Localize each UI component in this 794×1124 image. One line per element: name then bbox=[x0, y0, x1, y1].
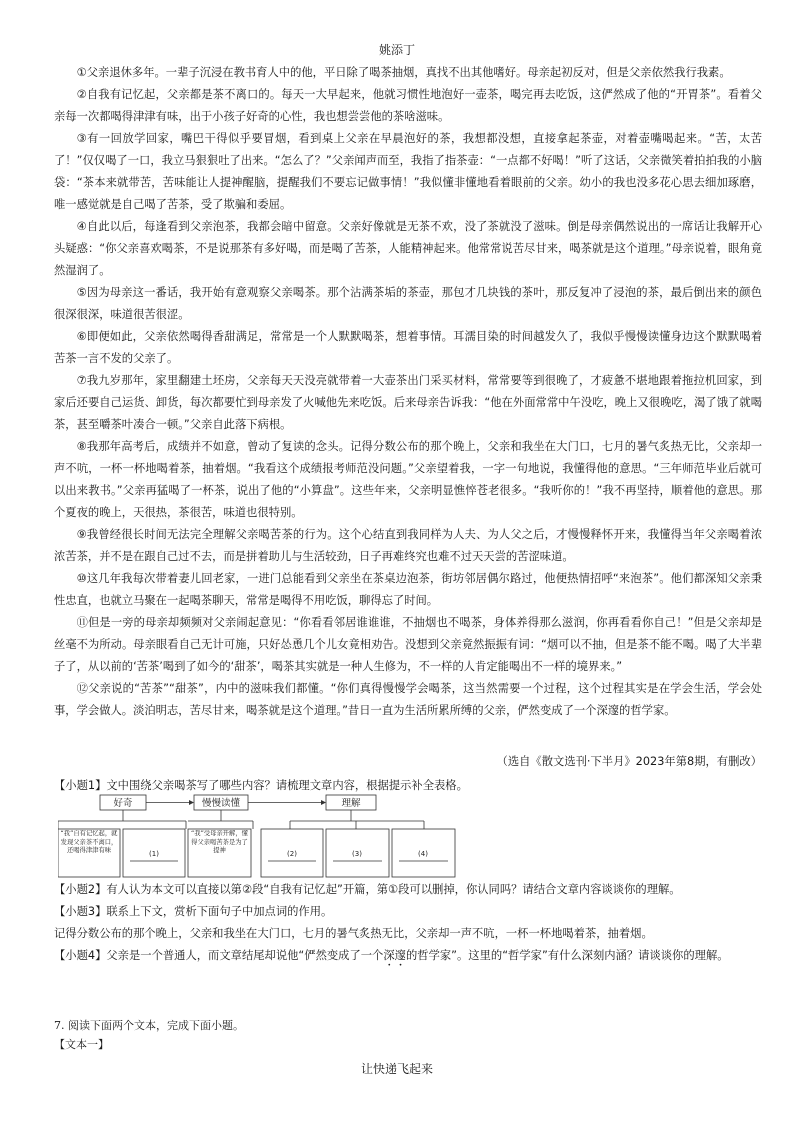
label-understand-slowly: 慢慢读懂 bbox=[201, 798, 241, 809]
paragraph-5: ⑤因为母亲这一番话，我开始有意观察父亲喝茶。那个沾满茶垢的茶壶，那包才几块钱的茶叶，那反复冲了浸泡的茶，最后倒出来的颜色很深很深，味道很苦很涩。 bbox=[54, 286, 762, 321]
question-2-to-4 bbox=[54, 879, 774, 969]
blank-4-label: (4) bbox=[418, 850, 428, 858]
paragraph-4: ④自此以后，每逢看到父亲泡茶，我都会暗中留意。父亲好像就是无茶不欢，没了茶就没了滋味。倒是母亲偶然说出的一席话让我解开心头疑惑：“你父亲喜欢喝茶，不是说那茶有多好喝，而是喝了苦茶，人能精神起来。他常常说苦尽甘来，喝茶就是这个道理。”母亲说着，眼角竟然湿润了。 bbox=[54, 220, 762, 277]
next-article-title: 让快递飞起来 bbox=[360, 1062, 433, 1076]
paragraph-8: ⑧我那年高考后，成绩并不如意，曾动了复读的念头。记得分数公布的那个晚上，父亲和我坐在大门口，七月的暑气炙热无比，父亲却一声不吭，一杯一杯地喝着茶，抽着烟。“我看这个成绩报考师范没问题。”父亲望着我，一字一句地说，我懂得他的意思。“三年师范毕业后就可以出来教书。”父亲再猛喝了一杯茶，说出了他的“小算盘”。这些年来，父亲明显憔悴苍老很多。“我听你的！”我不再坚持，顺着他的意思。那个夏夜的晚上，天很热，茶很苦，味道也很特别。 bbox=[54, 440, 762, 519]
paragraph-9: ⑨我曾经很长时间无法完全理解父亲喝苦茶的行为。这个心结直到我同样为人夫、为人父之后，才慢慢释怀开来，我懂得当年父亲喝着浓浓苦茶，并不是在跟自己过不去，而是拼着助儿与生活较劲，日子再难终究也难不过天天尝的苦涩味道。 bbox=[54, 528, 762, 563]
question-3-sentence: 记得分数公布的那个晚上，父亲和我坐在大门口，七月的暑气炙热无比，父亲却一声不吭，一杯一杯地喝着茶，抽着烟。 bbox=[54, 927, 653, 940]
flow-diagram bbox=[58, 793, 698, 878]
dotted-word: 深邃 bbox=[383, 949, 406, 962]
label-understand: 理解 bbox=[341, 798, 361, 809]
paragraph-1: ①父亲退休多年。一辈子沉浸在教书育人中的他，平日除了喝茶抽烟，真找不出其他嗜好。母亲起初反对，但是父亲依然我行我素。 bbox=[76, 66, 731, 79]
paragraph-12: ⑫父亲说的“苦茶”“甜茶”，内中的滋味我们都懂。“你们真得慢慢学会喝茶，这当然需要一个过程，这个过程其实是在学会生活，学会处事，学会做人。淡泊明志，苦尽甘来，喝茶就是这个道理。”昔日一直为生活所累所缚的父亲，俨然变成了一个深邃的哲学家。 bbox=[54, 682, 762, 717]
question-3-text: 【小题3】联系上下文，赏析下面句子中加点词的作用。 bbox=[54, 905, 333, 918]
paragraph-6: ⑥即便如此，父亲依然喝得香甜满足，常常是一个人默默喝茶，想着事情。耳濡目染的时间越发久了，我似乎慢慢读懂身边这个默默喝着苦茶一言不发的父亲了。 bbox=[54, 330, 762, 365]
paragraph-7: ⑦我九岁那年，家里翻建土坯房，父亲每天天没亮就带着一大壶茶出门采买材料，常常要等到很晚了，才疲惫不堪地跟着拖拉机回家，到家后还要自己运货、卸货，每次都要忙到母亲发了火喊他先来吃饭。后来母亲告诉我：“他在外面常常中午没吃，晚上又很晚吃，渴了饿了就喝茶，甚至嚼茶叶凑合一顿。”父亲自此落下病根。 bbox=[54, 374, 762, 431]
question-2-text: 【小题2】有人认为本文可以直接以第②段“自我有记忆起”开篇，第①段可以删掉，你认同吗？请结合文章内容谈谈你的理解。 bbox=[54, 883, 681, 896]
article-author: 姚添丁 bbox=[378, 43, 415, 57]
box-curious-text: “我”自有记忆起，就发现父亲茶不离口，还喝得津津有味 bbox=[60, 830, 118, 855]
label-curious: 好奇 bbox=[113, 798, 133, 809]
question-4-text: 【小题4】父亲是一个普通人，而文章结尾却说他“俨然变成了一个深邃的哲学家”。这里的“哲学家”有什么深刻内涵？请谈谈你的理解。 bbox=[54, 949, 729, 962]
article-body bbox=[54, 62, 762, 722]
paragraph-2: ②自我有记忆起，父亲都是茶不离口的。每天一大早起来，他就习惯性地泡好一壶茶，喝完再去吃饭，这俨然成了他的“开胃茶”。看着父亲每一次都喝得津津有味，出于小孩子好奇的心性，我也想尝尝他的茶啥滋味。 bbox=[54, 88, 762, 123]
arrow-head-1 bbox=[189, 800, 194, 805]
blank-2-label: (2) bbox=[287, 850, 297, 858]
box-mother-text: “我”受母亲开解，懂得父亲喝苦茶是为了提神 bbox=[191, 830, 248, 855]
article-source: （选自《散文选刊·下半月》2023年第8期，有删改） bbox=[496, 755, 762, 768]
blank-3-label: (3) bbox=[352, 850, 362, 858]
question-1-text: 【小题1】文中围绕父亲喝茶写了哪些内容？请梳理文章内容，根据提示补全表格。 bbox=[54, 779, 468, 792]
blank-1-label: (1) bbox=[149, 850, 159, 858]
paragraph-3: ③有一回放学回家，嘴巴干得似乎要冒烟，看到桌上父亲在早晨泡好的茶，我想都没想，直接拿起茶壶，对着壶嘴喝起来。“苦，太苦了！”仅仅喝了一口，我立马狠狠吐了出来。“怎么了？”父亲闻声而至，我指了指茶壶：“一点都不好喝！”听了这话，父亲微笑着拍拍我的小脑袋：“茶本来就带苦，苦味能让人提神醒脑，提醒我们不要忘记做事情！”我似懂非懂地看着眼前的父亲。幼小的我也没多花心思去细加琢磨，唯一感觉就是自己喝了苦茶，受了欺骗和委屈。 bbox=[54, 132, 762, 211]
text-1-label: 【文本一】 bbox=[54, 1038, 109, 1051]
arrow-head-2 bbox=[321, 800, 326, 805]
section-7-heading: 7. 阅读下面两个文本，完成下面小题。 bbox=[54, 1019, 244, 1032]
paragraph-11: ⑪但是一旁的母亲却频频对父亲闹起意见：“你看看邻居谁谁谁，不抽烟也不喝茶，身体养得那么滋润，你再看看你自己！”但是父亲却是丝毫不为所动。母亲眼看自己无计可施，只好怂恿几个儿女竟相劝告。没想到父亲竟然振振有词：“烟可以不抽，但是茶不能不喝。喝了大半辈子了，从以前的‘苦茶’喝到了如今的‘甜茶’，喝茶其实就是一种人生修为，不一样的人肯定能喝出不一样的境界来。” bbox=[54, 616, 762, 673]
paragraph-10: ⑩这几年我每次带着妻儿回老家，一进门总能看到父亲坐在茶桌边泡茶，街坊邻居偶尔路过，他便热情招呼“来泡茶”。他们都深知父亲秉性忠直，也就立马聚在一起喝茶聊天，常常是喝得不用吃饭，聊得忘了时间。 bbox=[54, 572, 762, 607]
